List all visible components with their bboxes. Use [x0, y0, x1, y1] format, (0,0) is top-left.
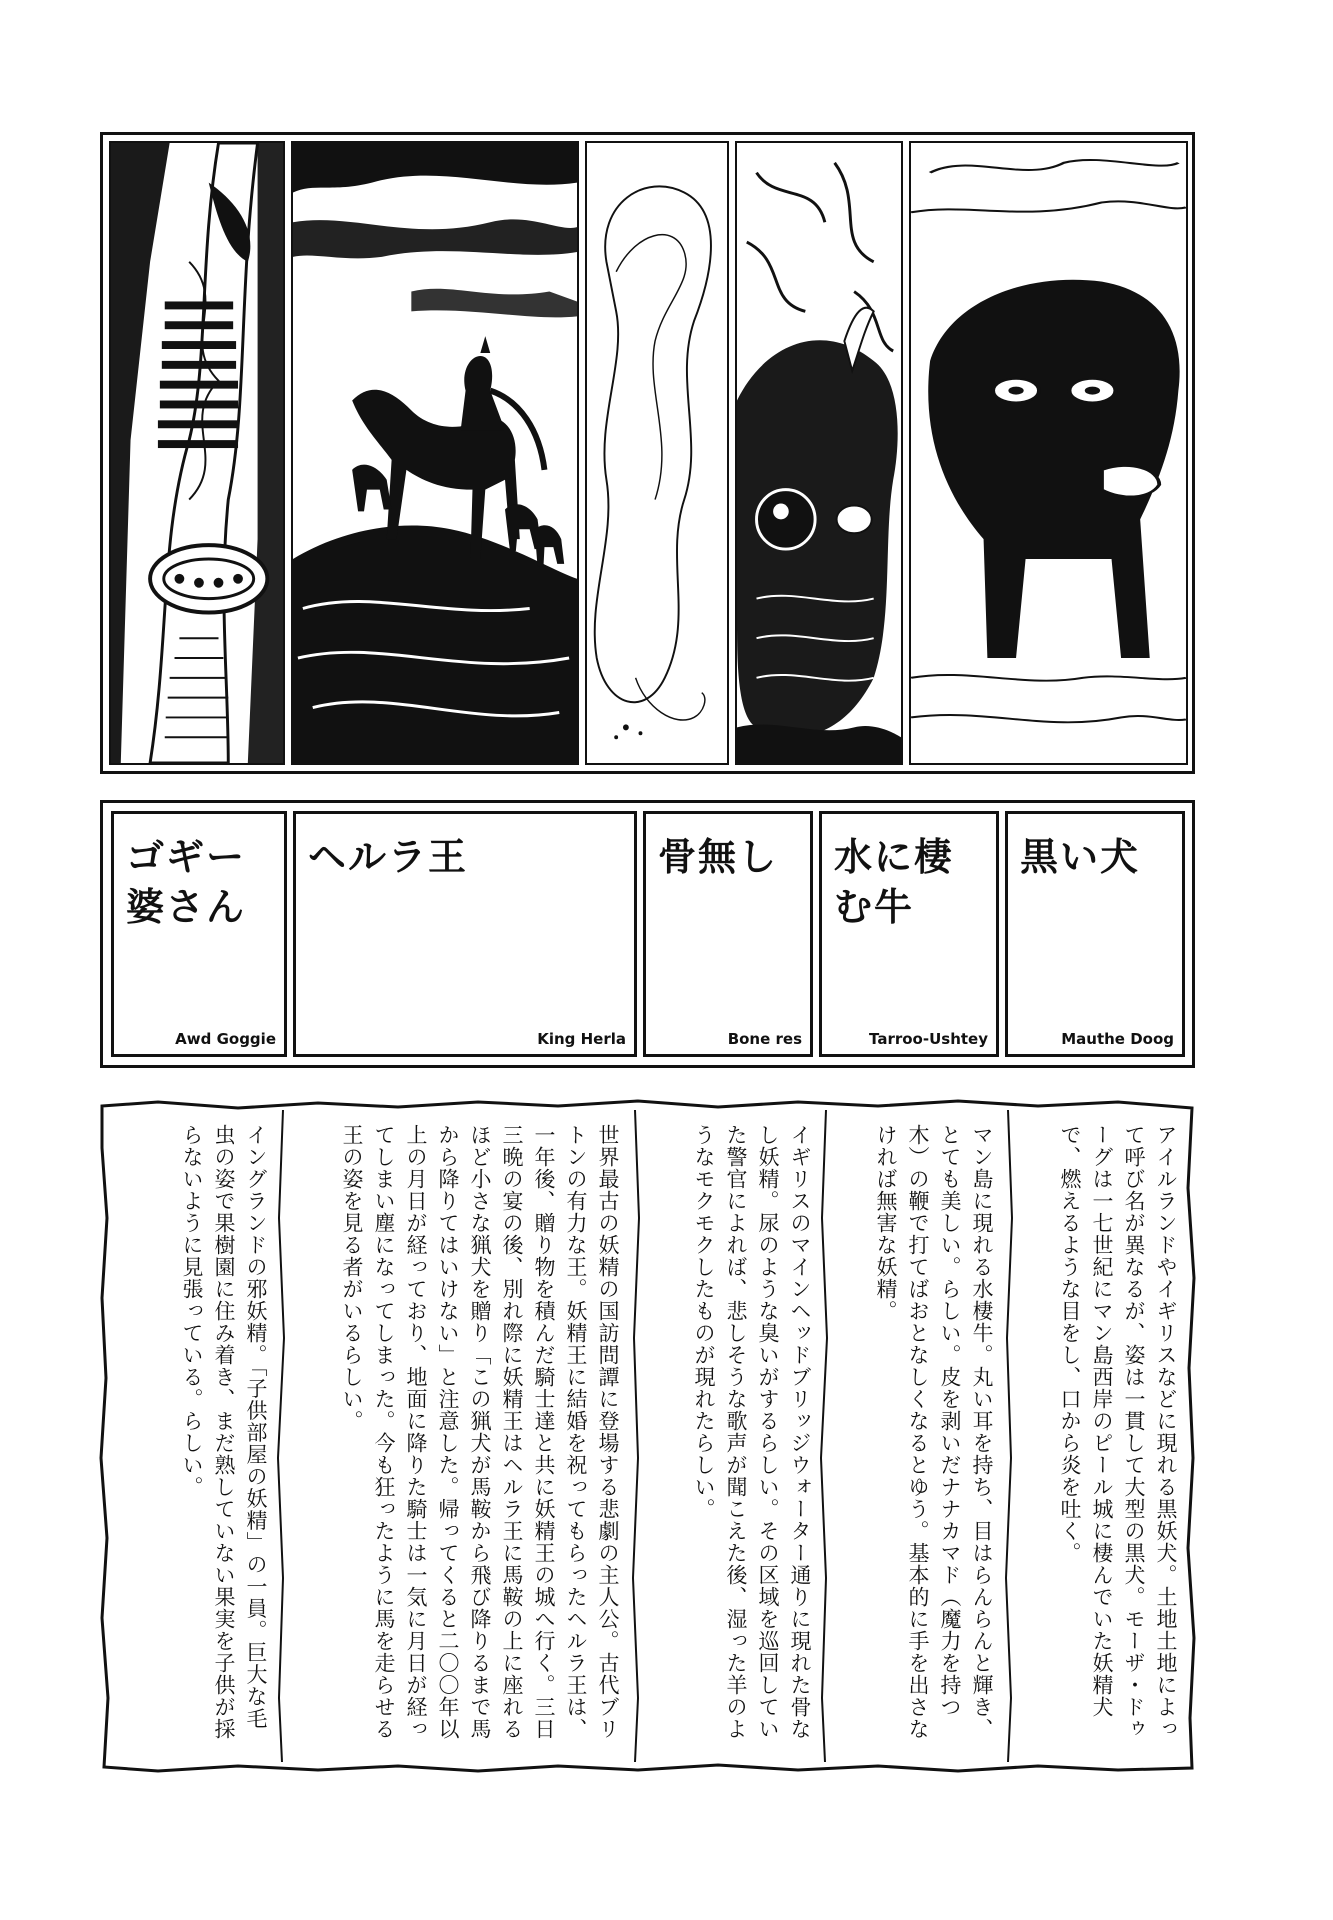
description-awd-goggie: イングランドの邪妖精。「子供部屋の妖精」の一員。巨大な毛虫の姿で果樹園に住み着き、まだ熟していない果実を子供が採らないように見張っている。らしい。 — [180, 1124, 268, 1740]
bone-res-illustration — [585, 141, 729, 765]
title-en: Mauthe Doog — [1061, 1030, 1174, 1048]
title-en: King Herla — [537, 1030, 626, 1048]
title-jp: 水に棲む牛 — [834, 835, 955, 929]
title-en: Awd Goggie — [175, 1030, 276, 1048]
title-jp: ヘルラ王 — [308, 835, 469, 879]
title-box-awd-goggie — [111, 811, 287, 1057]
description-bone-res: イギリスのマインヘッドブリッジウォーター通りに現れた骨なし妖精。尿のような臭いがするらしい。その区域を巡回していた警官によれば、悲しそうな歌声が聞こえた後、湿った羊のようなモクモクしたものが現れたらしい。 — [692, 1124, 812, 1740]
title-box-king-herla — [293, 811, 637, 1057]
title-box-bone-res — [643, 811, 813, 1057]
title-box-mauthe-doog — [1005, 811, 1185, 1057]
title-box-row — [100, 800, 1195, 1068]
tarroo-ushtey-illustration — [735, 141, 903, 765]
king-herla-illustration — [291, 141, 579, 765]
title-jp: 骨無し — [658, 835, 779, 879]
description-panel — [98, 1098, 1198, 1774]
title-en: Tarroo-Ushtey — [869, 1030, 988, 1048]
title-jp: 黒い犬 — [1020, 835, 1141, 879]
mauthe-doog-illustration — [909, 141, 1188, 765]
title-jp: ゴギー婆さん — [126, 835, 247, 929]
illustration-strip — [100, 132, 1195, 774]
description-tarroo-ushtey: マン島に現れる水棲牛。丸い耳を持ち、目はらんらんと輝き、とても美しい。らしい。皮を剥いだナナカマド（魔力を持つ木）の鞭で打てばおとなしくなるとゆう。基本的に手を出さなければ無害な妖精。 — [874, 1124, 994, 1740]
description-king-herla: 世界最古の妖精の国訪問譚に登場する悲劇の主人公。古代ブリトンの有力な王。妖精王に結婚を祝ってもらったヘルラ王は、一年後、贈り物を積んだ騎士達と共に妖精王の城へ行く。三日三晩の宴の後、別れ際に妖精王はヘルラ王に馬鞍の上に座れるほど小さな猟犬を贈り「この猟犬が馬鞍から飛び降りるまで馬から降りてはいけない」と注意した。帰ってくると二〇〇年以上の月日が経っており、地面に降りた騎士は一気に月日が経ってしまい塵になってしまった。今も狂ったように馬を走らせる王の姿を見る者がいるらしい。 — [340, 1124, 620, 1740]
title-box-tarroo-ushtey — [819, 811, 999, 1057]
description-mauthe-doog: アイルランドやイギリスなどに現れる黒妖犬。土地土地によって呼び名が異なるが、姿は一貫して大型の黒犬。モーザ・ドゥーグは一七世紀にマン島西岸のピール城に棲んでいた妖精犬で、燃えるような目をし、口から炎を吐く。 — [1058, 1124, 1178, 1740]
title-en: Bone res — [727, 1030, 802, 1048]
awd-goggie-illustration — [109, 141, 285, 765]
